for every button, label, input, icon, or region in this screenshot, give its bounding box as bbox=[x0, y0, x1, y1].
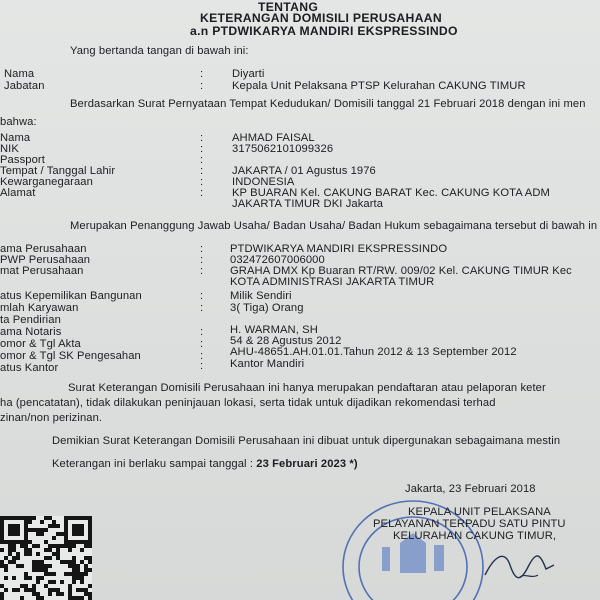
colon: : bbox=[200, 254, 204, 266]
header-line1: TENTANG bbox=[258, 0, 319, 14]
person-birth-label: Tempat / Tanggal Lahir bbox=[0, 165, 116, 177]
signer-position-label: Jabatan bbox=[4, 80, 45, 92]
paragraph1-line1: Surat Keterangan Domisili Perusahaan ini hanya merupakan pendaftaran atau pelaporan keter bbox=[68, 382, 546, 394]
handwritten-signature bbox=[480, 545, 560, 585]
colon: : bbox=[200, 302, 204, 314]
qr-code bbox=[0, 516, 92, 600]
colon: : bbox=[200, 350, 204, 362]
colon: : bbox=[200, 68, 204, 80]
person-name-label: Nama bbox=[0, 132, 31, 144]
paragraph2: Demikian Surat Keterangan Domisili Perusahaan ini dibuat untuk dipergunakan sebagaimana mestin bbox=[52, 435, 561, 447]
person-address-value: KP BUARAN Kel. CAKUNG BARAT Kec. CAKUNG KOTA ADM bbox=[232, 187, 550, 199]
deed-label: ta Pendirian bbox=[0, 314, 61, 326]
colon: : bbox=[200, 187, 204, 199]
responsible-text: Merupakan Penanggung Jawab Usaha/ Badan Usaha/ Badan Hukum sebagaimana tersebut di bawah in bbox=[70, 220, 598, 232]
header-line2: KETERANGAN DOMISILI PERUSAHAAN bbox=[200, 11, 442, 25]
person-birth-value: JAKARTA / 01 Agustus 1976 bbox=[232, 165, 376, 177]
person-nationality-label: Kewarganegaraan bbox=[0, 176, 93, 188]
colon: : bbox=[200, 290, 204, 302]
colon: : bbox=[200, 176, 204, 188]
colon: : bbox=[200, 243, 204, 255]
notary-label: ama Notaris bbox=[0, 326, 62, 338]
place-date: Jakarta, 23 Februari 2018 bbox=[405, 483, 536, 495]
company-address-value-line2: KOTA ADMINISTRASI JAKARTA TIMUR bbox=[230, 276, 435, 288]
colon: : bbox=[200, 80, 204, 92]
colon: : bbox=[200, 338, 204, 350]
signer-name-value: Diyarti bbox=[232, 68, 265, 80]
person-nik-value: 3175062101099326 bbox=[232, 143, 334, 155]
person-address-value-line2: JAKARTA TIMUR DKI Jakarta bbox=[232, 198, 384, 210]
office-status-label: atus Kantor bbox=[0, 362, 59, 374]
building-status-value: Milik Sendiri bbox=[230, 290, 292, 302]
validity-date: 23 Februari 2023 bbox=[256, 458, 347, 470]
official-title-line2: PELAYANAN TERPADU SATU PINTU bbox=[373, 518, 566, 530]
person-address-label: Alamat bbox=[0, 187, 36, 199]
company-name-value: PTDWIKARYA MANDIRI EKSPRESSINDO bbox=[230, 243, 448, 255]
colon: : bbox=[200, 360, 204, 372]
basis-text: Berdasarkan Surat Pernyataan Tempat Kedudukan/ Domisili tanggal 21 Februari 2018 dengan ini men bbox=[70, 98, 586, 110]
deed-number-label: omor & Tgl Akta bbox=[0, 338, 81, 350]
employees-value: 3( Tiga) Orang bbox=[230, 302, 304, 314]
paragraph1-line3: zinan/non perizinan. bbox=[0, 412, 103, 424]
person-name-value: AHMAD FAISAL bbox=[232, 132, 315, 144]
colon: : bbox=[200, 326, 204, 338]
employees-label: mlah Karyawan bbox=[0, 302, 79, 314]
header-line3: a.n PTDWIKARYA MANDIRI EKSPRESSINDO bbox=[190, 24, 458, 38]
company-npwp-label: PWP Perusahaan bbox=[0, 254, 91, 266]
validity-line bbox=[52, 458, 358, 470]
validity-suffix: *) bbox=[346, 458, 358, 470]
company-name-label: ama Perusahaan bbox=[0, 243, 87, 255]
person-nationality-value: INDONESIA bbox=[232, 176, 295, 188]
colon: : bbox=[200, 165, 204, 177]
official-title-line3: KELURAHAN CAKUNG TIMUR, bbox=[393, 530, 557, 542]
building-status-label: atus Kepemilikan Bangunan bbox=[0, 290, 142, 302]
sk-value: AHU-48651.AH.01.01.Tahun 2012 & 13 September 2012 bbox=[230, 346, 517, 358]
colon: : bbox=[200, 154, 204, 166]
paragraph1-line2: ha (pencatatan), tidak dilakukan peninjauan lokasi, serta tidak untuk dijadikan rekomendasi terhad bbox=[0, 397, 496, 409]
signer-position-value: Kepala Unit Pelaksana PTSP Kelurahan CAKUNG TIMUR bbox=[232, 80, 526, 92]
company-address-label: mat Perusahaan bbox=[0, 265, 84, 277]
validity-prefix: Keterangan ini berlaku sampai tanggal : bbox=[52, 458, 257, 470]
office-status-value: Kantor Mandiri bbox=[230, 358, 305, 370]
basis-continuation: bahwa: bbox=[0, 116, 37, 128]
company-address-value: GRAHA DMX Kp Buaran RT/RW. 009/02 Kel. CAKUNG TIMUR Kec bbox=[230, 265, 572, 277]
colon: : bbox=[200, 143, 204, 155]
company-npwp-value: 032472607006000 bbox=[230, 254, 325, 266]
signer-name-label: Nama bbox=[4, 68, 35, 80]
deed-number-value: 54 & 28 Agustus 2012 bbox=[230, 335, 342, 347]
colon: : bbox=[200, 132, 204, 144]
intro-text: Yang bertanda tangan di bawah ini: bbox=[70, 45, 249, 57]
sk-label: omor & Tgl SK Pengesahan bbox=[0, 350, 141, 362]
colon: : bbox=[200, 265, 204, 277]
person-passport-label: Passport bbox=[0, 154, 45, 166]
notary-value: H. WARMAN, SH bbox=[230, 324, 318, 336]
person-nik-label: NIK bbox=[0, 143, 19, 155]
official-title-line1: KEPALA UNIT PELAKSANA bbox=[408, 506, 551, 518]
